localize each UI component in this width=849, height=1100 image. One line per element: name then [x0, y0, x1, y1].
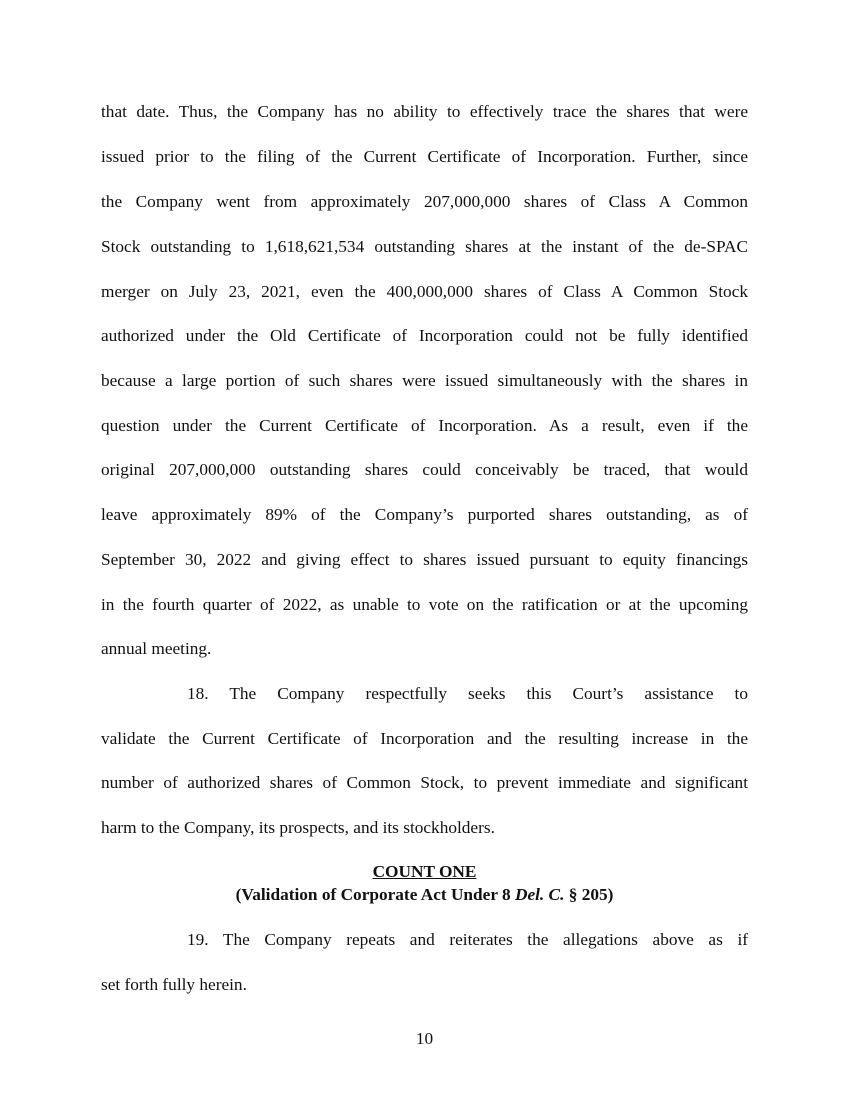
count-subtitle-part: (Validation of Corporate Act Under 8 [235, 885, 515, 904]
count-subtitle-italic: Del. C. [514, 885, 565, 904]
text-line: leave approximately 89% of the Company’s purported shares outstanding, as of [101, 505, 748, 524]
text-line: September 30, 2022 and giving effect to shares issued pursuant to equity financings [101, 550, 748, 569]
text-line: question under the Current Certificate of Incorporation. As a result, even if the [101, 416, 748, 435]
text-line: number of authorized shares of Common Stock, to prevent immediate and significant [101, 773, 748, 792]
count-heading-title: COUNT ONE [372, 862, 477, 881]
count-subtitle-part: § 205) [564, 885, 614, 904]
text-line: authorized under the Old Certificate of Incorporation could not be fully identified [101, 326, 748, 345]
text-line: original 207,000,000 outstanding shares could conceivably be traced, that would [101, 460, 748, 479]
text-line: the Company went from approximately 207,000,000 shares of Class A Common [101, 192, 748, 211]
text-line: Stock outstanding to 1,618,621,534 outstanding shares at the instant of the de-SPAC [101, 237, 748, 256]
text-line: merger on July 23, 2021, even the 400,000,000 shares of Class A Common Stock [101, 282, 748, 301]
count-heading-subtitle [0, 884, 849, 906]
text-line: harm to the Company, its prospects, and its stockholders. [101, 818, 495, 837]
text-line: issued prior to the filing of the Current Certificate of Incorporation. Further, since [101, 147, 748, 166]
paragraph-18-first-line: 18. The Company respectfully seeks this Court’s assistance to [187, 684, 748, 703]
text-line: that date. Thus, the Company has no ability to effectively trace the shares that were [101, 102, 748, 121]
text-line: validate the Current Certificate of Incorporation and the resulting increase in the [101, 729, 748, 748]
text-line: because a large portion of such shares were issued simultaneously with the shares in [101, 371, 748, 390]
text-line: in the fourth quarter of 2022, as unable to vote on the ratification or at the upcoming [101, 595, 748, 614]
text-line: annual meeting. [101, 639, 212, 658]
text-line: set forth fully herein. [101, 975, 247, 994]
page-number: 10 [415, 1029, 434, 1048]
paragraph-19-first-line: 19. The Company repeats and reiterates the allegations above as if [187, 930, 748, 949]
